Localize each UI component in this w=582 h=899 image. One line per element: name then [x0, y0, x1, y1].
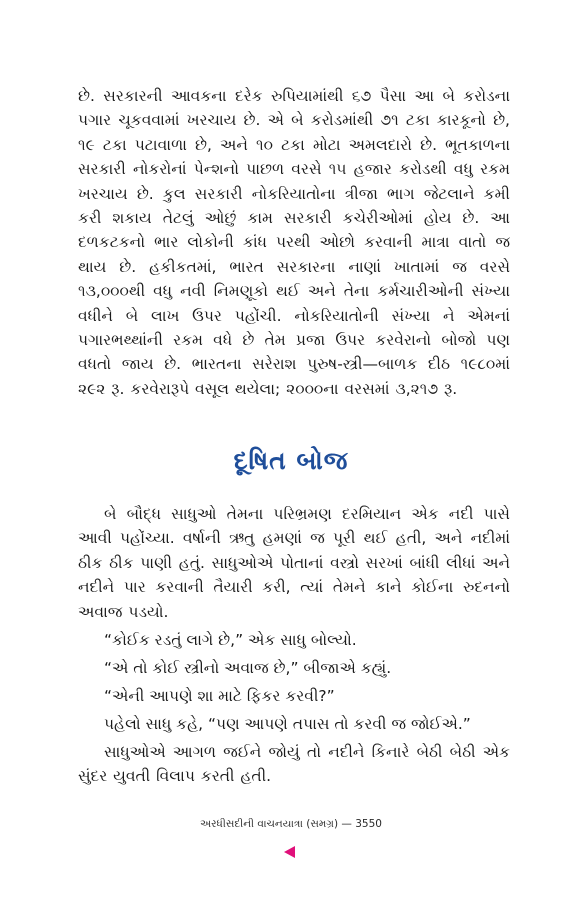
dialogue-line-4: પહેલો સાધુ કહે, “પણ આપણે તપાસ તો કરવી જ જોઈએ.” [104, 715, 471, 733]
dialogue-line-2: “એ તો કોઈ સ્ત્રીનો અવાજ છે,” બીજાએ કહ્યું. [104, 659, 392, 677]
section-heading: દૂષિત બોજ [233, 446, 349, 475]
body-paragraph-1: છે. સરકારની આવકના દરેક રુપિયામાંથી ૬૭ પૈસા આ બે કરોડના પગાર ચૂકવવામાં ખરચાય છે. એ બે કરોડમાંથી ૭૧ ટકા કારકૂનો છે, ૧૯ ટકા પટાવાળા છે, અને ૧૦ ટકા મોટા અમલદારો છે. ભૂતકાળના સરકારી નોકરોનાં પેન્શનો પાછળ વરસે ૧૫ હજાર કરોડથી વધુ રકમ ખરચાય છે. કુલ સરકારી નોકરિયાતોના ત્રીજા ભાગ જેટલાને કમી કરી શકાય તેટલું ઓછું કામ સરકારી કચેરીઓમાં હોય છે. આ દળકટકનો ભાર લોકોની કાંધ પરથી ઓછો કરવાની માત્રા વાતો જ થાય છે. હકીકતમાં, ભારત સરકારના નાણાં ખાતામાં જ વરસે ૧૩,૦૦૦થી વધુ નવી નિમણૂકો થઈ અને તેના કર્મચારીઓની સંખ્યા વધીને બે લાખ ઉપર પહોંચી. નોકરિયાતોની સંખ્યા ને એમનાં પગારભથ્થાંની રકમ વધે છે તેમ પ્રજા ઉપર કરવેરાનો બોજો પણ વધતો જાય છે. ભારતના સરેરાશ પુરુષ-સ્ત્રી—બાળક દીઠ ૧૯૮૦માં ૨૯૨ રૂ. કરવેરારૂપે વસૂલ થયેલા; ૨૦૦૦ના વરસમાં ૩,૨૧૭ રૂ. [78, 87, 510, 398]
body-paragraph-2: બે બૌદ્ધ સાધુઓ તેમના પરિભ્રમણ દરમિયાન એક નદી પાસે આવી પહોંચ્યા. વર્ષાની ઋતુ હમણાં જ પૂરી થઈ હતી, અને નદીમાં ઠીક ઠીક પાણી હતું. સાધુઓએ પોતાનાં વસ્ત્રો સરખાં બાંધી લીધાં અને નદીને પાર કરવાની તૈયારી કરી, ત્યાં તેમને કાને કોઈના રુદનનો અવાજ પડયો. [78, 505, 510, 621]
dialogue-line-3: “એની આપણે શા માટે ફિકર કરવી?” [104, 687, 335, 705]
body-paragraph-3: સાધુઓએ આગળ જઈને જોયું તો નદીને કિનારે બેઠી બેઠી એક સુંદર યુવતી વિલાપ કરતી હતી. [78, 743, 510, 786]
dialogue-line-1: “કોઈક રડતું લાગે છે,” એક સાધુ બોલ્યો. [104, 631, 357, 649]
page-footer: અરધીસદીની વાચનયાત્રા (સમગ્ર) — 3550 [200, 818, 382, 830]
previous-page-triangle-icon[interactable] [284, 846, 295, 858]
